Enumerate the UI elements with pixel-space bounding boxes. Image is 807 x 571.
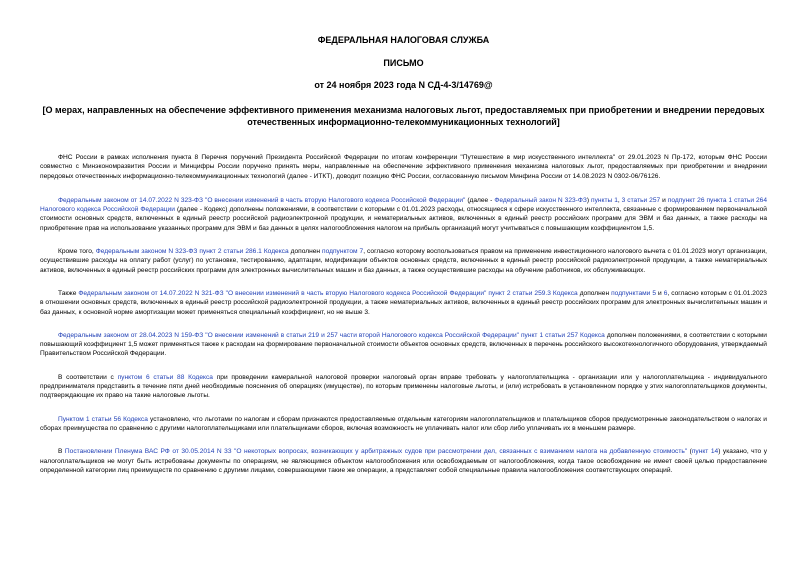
text-segment: и: [660, 196, 668, 204]
text-segment: (далее -: [465, 196, 495, 204]
plenum-resolution-33-link[interactable]: Постановлении Пленума ВАС РФ от 30.05.2014 N 33 "О некоторых вопросах, возникающих у арбитражных судов при рассмотрении дел, связанных с взиманием налога на добавленную стоимость": [64, 448, 688, 456]
article-88-link[interactable]: пунктом 6 статьи 88 Кодекса: [117, 373, 213, 381]
law-323-fz-link[interactable]: Федеральным законом от 14.07.2022 N 323-ФЗ "О внесении изменений в часть вторую Налогового кодекса Российской Федерации": [58, 196, 466, 204]
subclauses-5-link[interactable]: подпунктами 5: [611, 289, 657, 297]
article-257-link[interactable]: 3 статьи 257: [621, 196, 661, 204]
text-segment: дополнен положениями, в соответствии с которыми повышающий коэффициент 1,5 может применяться также к расходам на формирование первоначальной стоимости объектов основных средств, включенных в перечень российского высокотехнологичного оборудования, утверждаемый Правительством Российской Федерации.: [40, 331, 767, 358]
text-segment: Кроме того,: [58, 248, 96, 256]
paragraph-2: [40, 196, 767, 233]
law-323-fz-short-link[interactable]: Федеральным законом N 323-ФЗ: [95, 248, 198, 256]
paragraph-3: [40, 247, 767, 275]
subclause-6-link[interactable]: 6: [663, 289, 668, 297]
text-segment: и: [656, 289, 664, 297]
text-segment: дополнен: [288, 248, 323, 256]
text-segment: (далее - Кодекс) дополнены положениями, в соответствии с которыми с 01.01.2023 расходы, относящиеся к сфере искусственного интеллекта, связанные с формированием первоначальной стоимости основных средств, включенных в единый реестр российской радиоэлектронной продукции, и нематериальных активов, включенных в единый реестр российских программ для ЭВМ и баз данных, а также расходы на приобретение прав на использование указанных программ для ЭВМ и баз данных в целях налогообложения налогом на прибыль организаций могут учитываться с повышающим коэффициентом 1,5.: [40, 206, 767, 232]
text-segment: дополнен: [577, 289, 612, 297]
article-56-link[interactable]: Пунктом 1 статьи 56 Кодекса: [58, 415, 148, 423]
subclause-7-link[interactable]: подпунктом 7: [322, 248, 364, 256]
clause-1-link[interactable]: пункты 1: [591, 196, 618, 204]
law-159-fz-link[interactable]: Федеральным законом от 28.04.2023 N 159-ФЗ "О внесении изменений в статьи 219 и 257 части второй Налогового кодекса Российской Федерации": [58, 331, 519, 339]
paragraph-6: [40, 373, 767, 401]
document-type: ПИСЬМО: [383, 58, 424, 68]
text-segment: ,: [617, 196, 622, 204]
law-321-fz-link[interactable]: Федеральным законом от 14.07.2022 N 321-ФЗ "О внесении изменений в часть вторую Налогового кодекса Российской Федерации": [78, 289, 487, 297]
article-257-clause-1-link[interactable]: пункт 1 статьи 257 Кодекса: [520, 331, 605, 339]
document-title: [О мерах, направленных на обеспечение эффективного применения механизма налоговых льгот, предоставляемых при приобретении и внедрении передовых отечественных информационно-телекоммуникационных технологий]: [42, 105, 765, 127]
text-segment: Также: [58, 289, 79, 297]
paragraph-4: [40, 289, 767, 317]
paragraph-8: [40, 447, 767, 475]
text-segment: ) указано, что у налогоплательщиков не могут быть истребованы документы по операциям, не являющимся объектом налогообложения или освобождаемым от налогообложения, когда такое освобождение не имеет своей целью предоставление определенной категории лиц преимуществ по сравнению с другими лицами, совершающими такие же операции, а представляет собой специальные правила налогообложения соответствующих операций.: [40, 448, 768, 474]
text-segment: В соответствии с: [58, 373, 118, 381]
paragraph-1-text: ФНС России в рамках исполнения пункта 8 Перечня поручений Президента Российской Федерации по итогам конференции "Путешествие в мир искусственного интеллекта" от 29.01.2023 N Пр-172, которым ФНС России совместно с Минэкономразвития России и Минцифры России поручено принять меры, направленные на обеспечение эффективного применения механизма налоговых льгот, предоставляемых при приобретении и внедрении передовых отечественных информационно-телекоммуникационных технологий (далее - ИТКТ), доводит позицию ФНС России, согласованную письмом Минфина России от 14.08.2023 N 0302-06/76126.: [40, 154, 767, 180]
paragraph-5: [40, 331, 767, 359]
clause-14-link[interactable]: пункт 14: [691, 448, 719, 456]
document-date-number: от 24 ноября 2023 года N СД-4-3/14769@: [314, 80, 493, 90]
article-286-1-link[interactable]: пункт 2 статьи 286.1 Кодекса: [199, 248, 289, 256]
paragraph-1: [40, 153, 767, 181]
text-segment: , согласно которому воспользоваться правом на применение инвестиционного налогового вычета с 01.01.2023 могут организации, осуществившие расходы на оплату работ (услуг) по установке, тестированию, адаптации, модификации объектов основных средств, включенных в единый реестр российской радиоэлектронной продукции, а также нематериальных активов, включенных в единый реестр российских программ для электронных вычислительных машин и баз данных, а также осуществившие расходы на обучение работников, их обслуживающих.: [40, 248, 767, 274]
text-segment: при проведении камеральной налоговой проверки налоговый орган вправе требовать у налогоплательщика - организации или у налогоплательщика - индивидуального предпринимателя представить в течение пяти дней необходимые пояснения об операциях (имуществе), по которым применены налоговые льготы, и (или) истребовать в установленном порядке у этих налогоплательщиков документы, подтверждающие их право на такие налоговые льготы.: [40, 373, 767, 400]
article-264-link[interactable]: подпункт 26 пункта 1 статьи 264 Налогового кодекса Российской Федерации: [40, 196, 767, 214]
text-segment: (: [687, 448, 692, 456]
text-segment: ): [586, 196, 592, 204]
text-segment: установлено, что льготами по налогам и сборам признаются предоставляемые отдельным категориям налогоплательщиков и плательщиков сборов предусмотренные законодательством о налогах и сборах преимущества по сравнению с другими налогоплательщиками или плательщиками сборов, включая возможность не уплачивать налог или сбор либо уплачивать их в меньшем размере.: [40, 415, 767, 432]
article-259-3-link[interactable]: пункт 2 статьи 259.3 Кодекса: [488, 289, 578, 297]
text-segment: В: [58, 448, 65, 456]
law-323-fz-short-link[interactable]: Федеральный закон N 323-ФЗ: [494, 196, 587, 204]
text-segment: , согласно которым с 01.01.2023 в отношении основных средств, включенных в единый реестр российской радиоэлектронной продукции, а также нематериальных активов, включенных в единый реестр российских программ для электронных вычислительных машин и баз данных, к основной норме амортизации может применяться специальный коэффициент, но не выше 3.: [40, 289, 767, 316]
issuing-authority: ФЕДЕРАЛЬНАЯ НАЛОГОВАЯ СЛУЖБА: [317, 35, 490, 45]
paragraph-7: [40, 415, 767, 434]
